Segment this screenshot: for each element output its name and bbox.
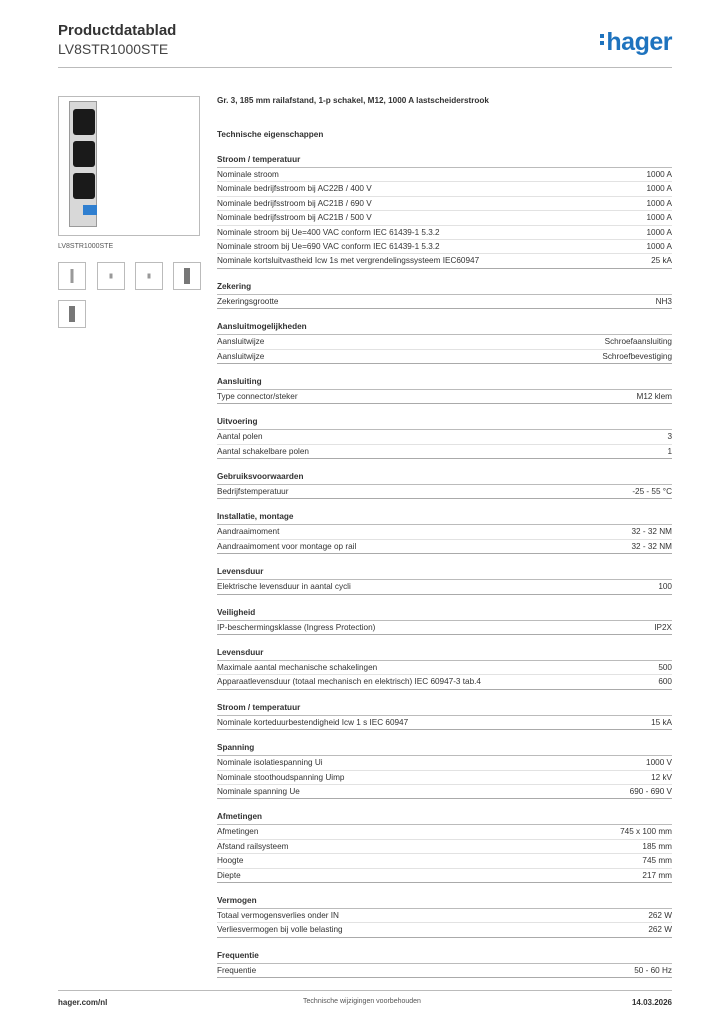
spec-key: Afmetingen [217, 827, 259, 837]
section-title: Levensduur [217, 566, 672, 580]
spec-row [217, 785, 672, 799]
spec-key: Zekeringsgrootte [217, 296, 279, 306]
technical-properties-title: Technische eigenschappen [217, 130, 324, 139]
spec-value: 745 x 100 mm [620, 827, 672, 837]
fuse-holder-shape [73, 141, 95, 167]
spec-row [217, 197, 672, 211]
section-title: Vermogen [217, 895, 672, 909]
footer-divider [58, 990, 672, 991]
spec-value: M12 klem [636, 391, 672, 401]
spec-row [217, 240, 672, 254]
spec-value: 1000 A [646, 213, 672, 223]
header-divider [58, 67, 672, 68]
fuse-holder-shape [73, 109, 95, 135]
section-title: Zekering [217, 281, 672, 295]
spec-key: Nominale bedrijfsstroom bij AC22B / 400 V [217, 184, 372, 194]
spec-value: 15 kA [651, 717, 672, 727]
spec-section [217, 607, 672, 635]
thumbnail-5[interactable] [58, 300, 86, 328]
spec-key: Maximale aantal mechanische schakelingen [217, 663, 378, 673]
spec-row [217, 716, 672, 730]
spec-key: Nominale isolatiespanning Ui [217, 758, 323, 768]
thumbnail-3[interactable] [135, 262, 163, 290]
section-title: Installatie, montage [217, 511, 672, 525]
spec-value: 1000 A [646, 227, 672, 237]
spec-value: 745 mm [642, 856, 672, 866]
spec-row [217, 430, 672, 444]
spec-value: 1000 V [646, 758, 672, 768]
product-label-shape [83, 205, 97, 215]
spec-key: Elektrische levensduur in aantal cycli [217, 582, 351, 592]
product-image [58, 96, 200, 236]
section-title: Gebruiksvoorwaarden [217, 471, 672, 485]
spec-row [217, 964, 672, 978]
document-title: Productdatablad [58, 22, 177, 39]
spec-value: Schroefbevestiging [602, 351, 672, 361]
spec-value: Schroefaansluiting [604, 337, 672, 347]
spec-key: Aantal polen [217, 432, 263, 442]
image-caption: LV8STR1000STE [58, 243, 114, 250]
spec-value: 1000 A [646, 198, 672, 208]
spec-key: IP-beschermingsklasse (Ingress Protection) [217, 622, 376, 632]
section-title: Frequentie [217, 950, 672, 964]
spec-key: Nominale stroom [217, 170, 279, 179]
spec-value: 690 - 690 V [629, 786, 672, 796]
spec-value: 217 mm [642, 870, 672, 880]
logo-dots-icon [600, 31, 605, 48]
spec-value: 50 - 60 Hz [634, 965, 672, 975]
spec-row [217, 485, 672, 499]
spec-value: 1 [667, 446, 672, 456]
spec-value: 1000 A [646, 241, 672, 251]
spec-sections [217, 154, 672, 978]
spec-value: 3 [667, 432, 672, 442]
spec-row [217, 335, 672, 349]
spec-key: Diepte [217, 870, 241, 880]
section-title: Stroom / temperatuur [217, 154, 672, 168]
spec-row [217, 756, 672, 770]
section-title: Stroom / temperatuur [217, 702, 672, 716]
document-header [58, 22, 176, 58]
hager-logo [600, 28, 672, 57]
spec-row [217, 923, 672, 937]
spec-key: Aansluitwijze [217, 337, 265, 347]
spec-value: 25 kA [651, 256, 672, 266]
spec-key: Apparaatlevensduur (totaal mechanisch en elektrisch) IEC 60947-3 tab.4 [217, 677, 481, 687]
spec-key: Aandraaimoment [217, 527, 280, 537]
spec-key: Type connector/steker [217, 391, 298, 401]
footer-disclaimer: Technische wijzigingen voorbehouden [303, 998, 421, 1005]
section-title: Aansluiting [217, 376, 672, 390]
spec-value: 100 [658, 582, 672, 592]
spec-key: Nominale stoothoudspanning Uimp [217, 772, 345, 782]
spec-key: Nominale spanning Ue [217, 786, 300, 796]
spec-row [217, 390, 672, 404]
spec-row [217, 525, 672, 539]
spec-section [217, 702, 672, 730]
section-title: Aansluitmogelijkheden [217, 321, 672, 335]
spec-row [217, 168, 672, 182]
spec-value: 32 - 32 NM [631, 541, 672, 551]
spec-key: Nominale stroom bij Ue=690 VAC conform IEC 61439-1 5.3.2 [217, 241, 440, 251]
spec-row [217, 580, 672, 594]
spec-key: Aandraaimoment voor montage op rail [217, 541, 357, 551]
spec-row [217, 840, 672, 854]
spec-row [217, 226, 672, 240]
spec-section [217, 471, 672, 499]
spec-row [217, 869, 672, 883]
spec-key: Frequentie [217, 965, 257, 975]
section-title: Afmetingen [217, 811, 672, 825]
spec-value: NH3 [655, 296, 672, 306]
spec-row [217, 445, 672, 459]
spec-row [217, 675, 672, 689]
spec-section [217, 895, 672, 938]
spec-key: Nominale stroom bij Ue=400 VAC conform IEC 61439-1 5.3.2 [217, 227, 440, 237]
spec-section [217, 416, 672, 459]
spec-row [217, 909, 672, 923]
spec-section [217, 321, 672, 364]
spec-row [217, 295, 672, 309]
article-number: LV8STR1000STE [58, 41, 169, 57]
fuse-holder-shape [73, 173, 95, 199]
thumbnail-1[interactable] [58, 262, 86, 290]
spec-value: 600 [658, 677, 672, 687]
spec-key: Nominale bedrijfsstroom bij AC21B / 690 V [217, 198, 372, 208]
footer-website[interactable]: hager.com/nl [58, 998, 108, 1007]
spec-section [217, 376, 672, 404]
spec-key: Nominale korteduurbestendigheid Icw 1 s IEC 60947 [217, 717, 409, 727]
spec-value: 185 mm [642, 841, 672, 851]
spec-section [217, 811, 672, 883]
spec-value: 262 W [648, 925, 672, 935]
spec-key: Nominale bedrijfsstroom bij AC21B / 500 V [217, 213, 372, 223]
product-description: Gr. 3, 185 mm railafstand, 1-p schakel, M12, 1000 A lastscheiderstrook [217, 96, 489, 105]
section-title: Levensduur [217, 647, 672, 661]
spec-row [217, 211, 672, 225]
spec-key: Nominale kortsluitvastheid Icw 1s met vergrendelingssysteem IEC60947 [217, 256, 480, 266]
spec-key: Afstand railsysteem [217, 841, 289, 851]
spec-row [217, 854, 672, 868]
spec-key: Verliesvermogen bij volle belasting [217, 925, 343, 935]
spec-key: Bedrijfstemperatuur [217, 487, 289, 497]
spec-section [217, 566, 672, 594]
spec-row [217, 350, 672, 364]
spec-section [217, 511, 672, 554]
spec-key: Aansluitwijze [217, 351, 265, 361]
section-title: Spanning [217, 742, 672, 756]
spec-row [217, 825, 672, 839]
spec-key: Hoogte [217, 856, 244, 866]
spec-value: 500 [658, 663, 672, 673]
thumbnail-2[interactable] [97, 262, 125, 290]
spec-value: 1000 A [646, 170, 672, 179]
spec-row [217, 771, 672, 785]
spec-section [217, 647, 672, 690]
spec-row [217, 182, 672, 196]
spec-value: IP2X [654, 622, 672, 632]
section-title: Veiligheid [217, 607, 672, 621]
spec-section [217, 742, 672, 799]
spec-content [217, 96, 672, 978]
spec-value: 262 W [648, 910, 672, 920]
spec-section [217, 950, 672, 978]
section-title: Uitvoering [217, 416, 672, 430]
spec-row [217, 621, 672, 635]
thumbnail-4[interactable] [173, 262, 201, 290]
spec-value: 32 - 32 NM [631, 527, 672, 537]
spec-section [217, 154, 672, 269]
spec-section [217, 281, 672, 309]
spec-value: 1000 A [646, 184, 672, 194]
spec-value: -25 - 55 °C [632, 487, 672, 497]
spec-key: Totaal vermogensverlies onder IN [217, 910, 339, 920]
footer-date: 14.03.2026 [631, 998, 672, 1007]
logo-text: hager [606, 28, 672, 56]
spec-value: 12 kV [651, 772, 672, 782]
spec-row [217, 540, 672, 554]
spec-key: Aantal schakelbare polen [217, 446, 309, 456]
spec-row [217, 661, 672, 675]
spec-row [217, 254, 672, 268]
